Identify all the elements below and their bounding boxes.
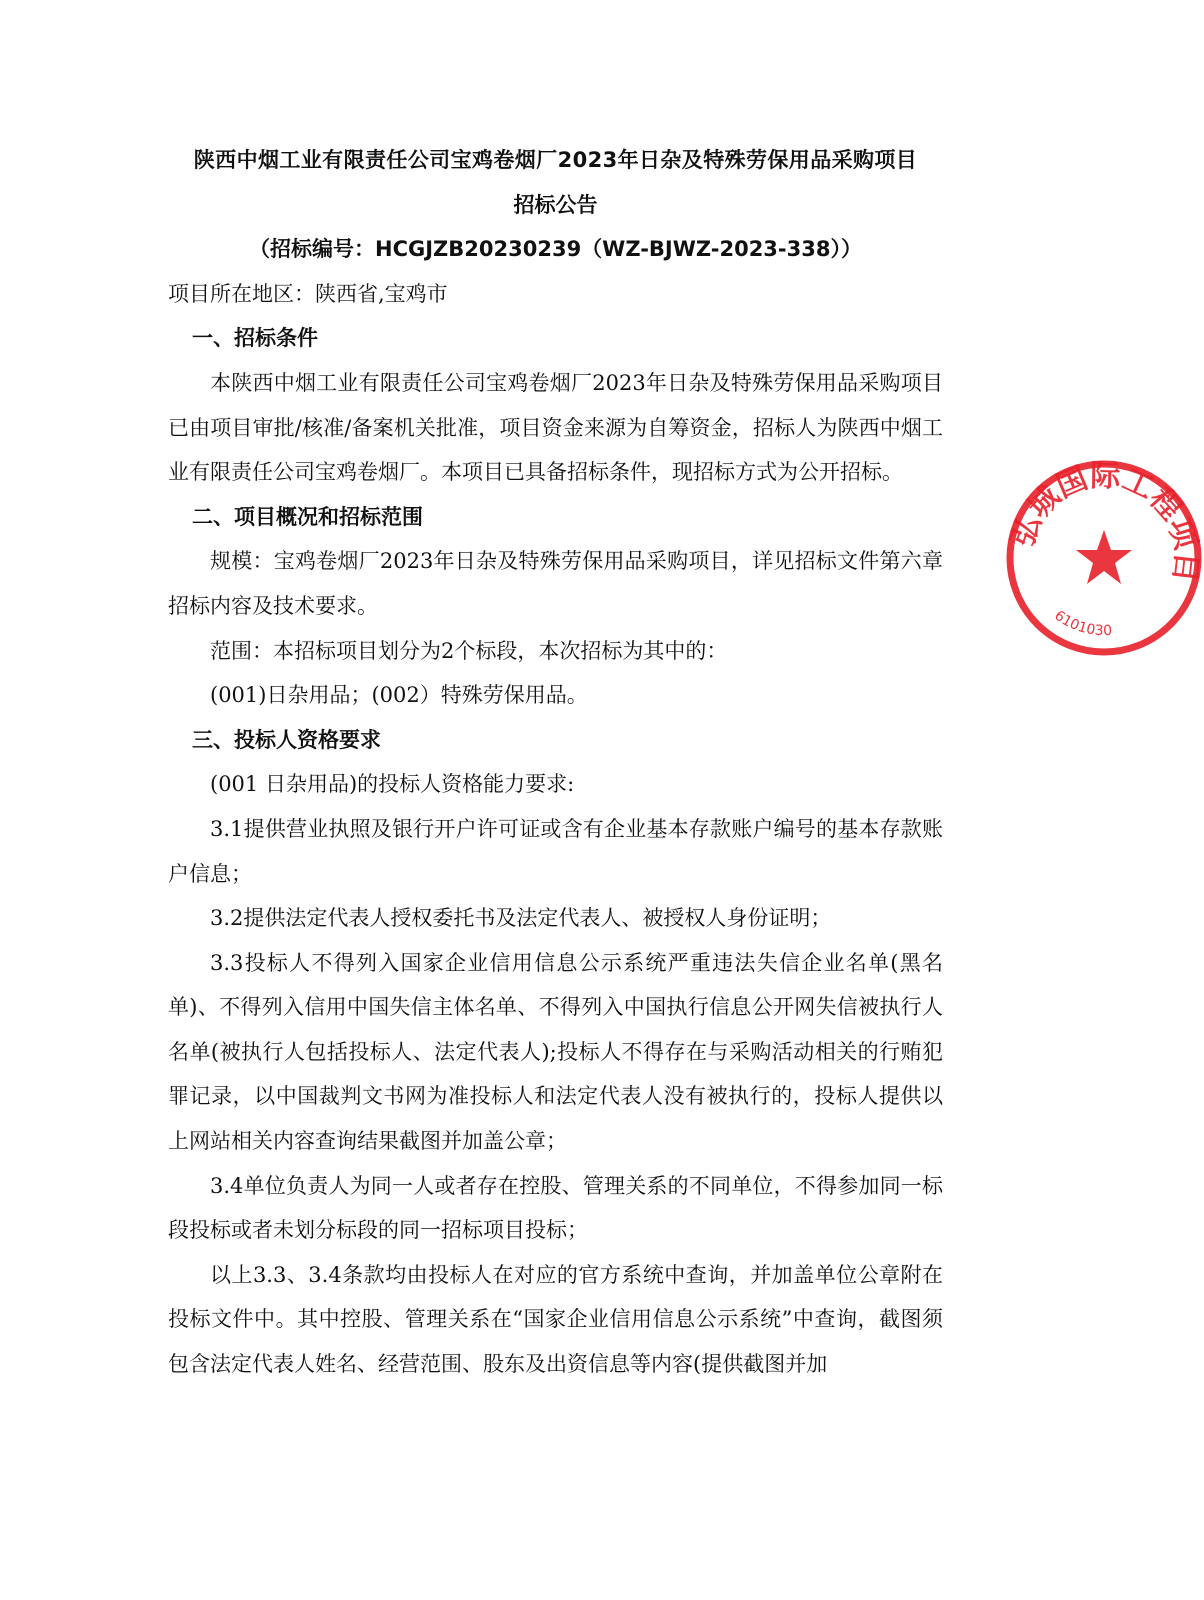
section-3-note: 以上3.3、3.4条款均由投标人在对应的官方系统中查询，并加盖单位公章附在投标文件中。其中控股、管理关系在“国家企业信用信息公示系统”中查询，截图须包含法定代表人姓名、经营范围、股东及出资信息等内容(提供截图并加	[168, 1262, 943, 1377]
section-2-lots: (001)日杂用品；(002）特殊劳保用品。	[210, 683, 588, 708]
section-2-scale: 规模：宝鸡卷烟厂2023年日杂及特殊劳保用品采购项目，详见招标文件第六章招标内容及技术要求。	[168, 549, 943, 618]
doc-title-line1: 陕西中烟工业有限责任公司宝鸡卷烟厂2023年日杂及特殊劳保用品采购项目	[193, 148, 918, 172]
section-1-heading: 一、招标条件	[192, 326, 318, 351]
section-3-item-3: 3.3投标人不得列入国家企业信用信息公示系统严重违法失信企业名单(黑名单)、不得列入信用中国失信主体名单、不得列入中国执行信息公开网失信被执行人名单(被执行人包括投标人、法定代表人);投标人不得存在与采购活动相关的行贿犯罪记录，以中国裁判文书网为准投标人和法定代表人没有被执行的，投标人提供以上网站相关内容查询结果截图并加盖公章；	[168, 950, 943, 1154]
section-2-range: 范围：本招标项目划分为2个标段，本次招标为其中的：	[210, 638, 728, 663]
section-2-heading: 二、项目概况和招标范围	[192, 504, 423, 529]
document-page	[168, 138, 943, 1387]
seal-star-icon	[1076, 530, 1132, 584]
section-3-item-1: 3.1提供营业执照及银行开户许可证或含有企业基本存款账户编号的基本存款账户信息；	[168, 816, 943, 886]
section-3-item-2: 3.2提供法定代表人授权委托书及法定代表人、被授权人身份证明；	[210, 906, 832, 931]
doc-title-line2: 招标公告	[513, 192, 598, 217]
company-seal	[1004, 458, 1204, 658]
section-3-intro: (001 日杂用品)的投标人资格能力要求:	[210, 772, 575, 797]
section-1-paragraph: 本陕西中烟工业有限责任公司宝鸡卷烟厂2023年日杂及特殊劳保用品采购项目已由项目审批/核准/备案机关批准，项目资金来源为自筹资金，招标人为陕西中烟工业有限责任公司宝鸡卷烟厂。本项目已具备招标条件，现招标方式为公开招标。	[168, 370, 943, 485]
section-3-heading: 三、投标人资格要求	[192, 727, 381, 752]
project-region: 项目所在地区：陕西省,宝鸡市	[168, 281, 448, 306]
seal-number: 6101030	[1051, 607, 1113, 640]
section-3-item-4: 3.4单位负责人为同一人或者存在控股、管理关系的不同单位，不得参加同一标段投标或者未划分标段的同一招标项目投标；	[168, 1173, 943, 1243]
seal-text: 弘城国际工程项目	[1005, 458, 1204, 585]
doc-code-line: （招标编号：HCGJZB20230239（WZ-BJWZ-2023-338））	[249, 237, 862, 262]
